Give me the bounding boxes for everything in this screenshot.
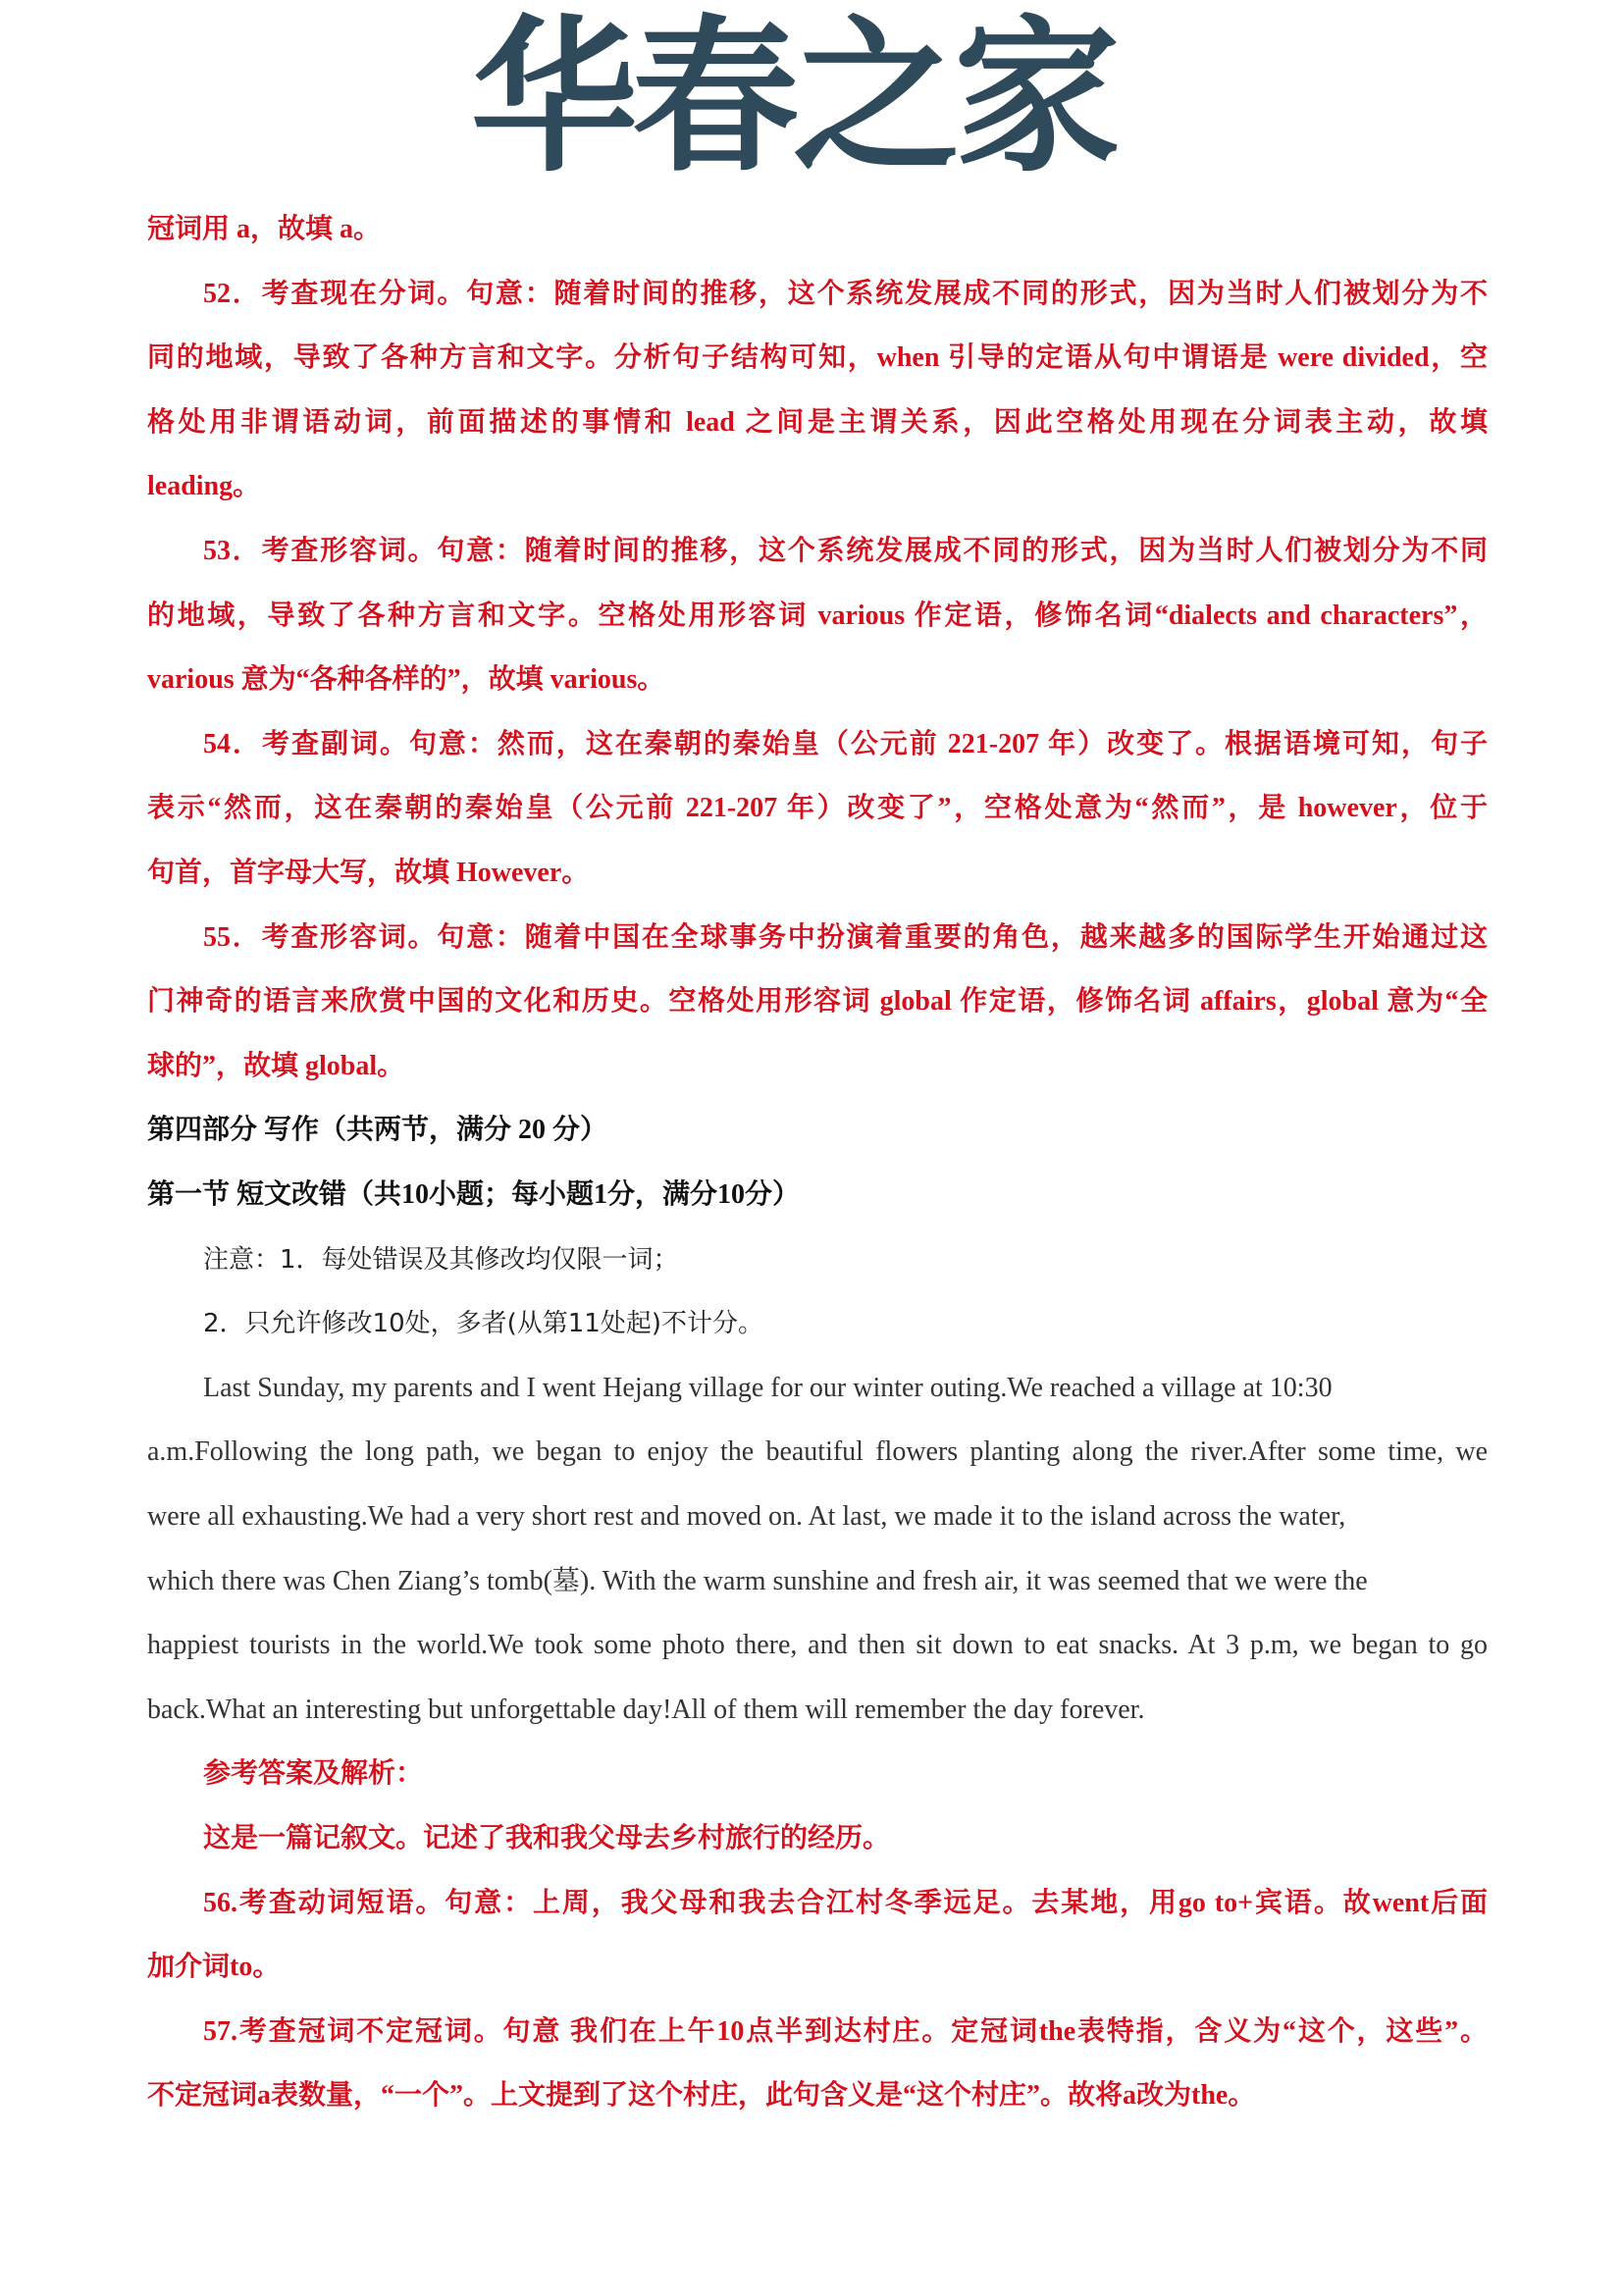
text-line: leading。 (147, 471, 261, 502)
text-line: 加介词to。 (147, 1952, 281, 1983)
passage-line: which there was Chen Ziang’s tomb(墓). With the warm sunshine and fresh air, it was seemed that we were the (147, 1565, 1368, 1596)
text-line: 的地域，导致了各种方言和文字。空格处用形容词 various 作定语，修饰名词“dialects and characters”， (147, 600, 1488, 631)
text-line: 52．考查现在分词。句意：随着时间的推移，这个系统发展成不同的形式，因为当时人们被划分为不 (203, 278, 1488, 309)
text-line: various 意为“各种各样的”，故填 various。 (147, 664, 665, 696)
watermark-logo: 华春之家 (471, 1, 1116, 195)
text-line: 不定冠词a表数量，“一个”。上文提到了这个村庄，此句含义是“这个村庄”。故将a改为the。 (147, 2080, 1256, 2112)
section-heading: 第四部分 写作（共两节，满分 20 分） (147, 1115, 608, 1146)
text-line: 2．只允许修改10处，多者(从第11处起)不计分。 (203, 1309, 763, 1339)
text-line: 球的”，故填 global。 (147, 1050, 405, 1081)
section-heading: 第一节 短文改错（共10小题；每小题1分，满分10分） (147, 1179, 801, 1210)
text-line: 表示“然而，这在秦朝的秦始皇（公元前 221-207 年）改变了”，空格处意为“然而”，是 however，位于 (147, 793, 1488, 824)
text-line: 57.考查冠词不定冠词。句意 我们在上午10点半到达村庄。定冠词the表特指，含义为“这个，这些”。 (203, 2015, 1488, 2047)
text-line: 同的地域，导致了各种方言和文字。分析句子结构可知，when 引导的定语从句中谓语是 were divided，空 (147, 342, 1488, 374)
text-line: 这是一篇记叙文。记述了我和我父母去乡村旅行的经历。 (203, 1823, 891, 1853)
text-line: 冠词用 a，故填 a。 (147, 214, 382, 244)
text-line: 55．考查形容词。句意：随着中国在全球事务中扮演着重要的角色，越来越多的国际学生开始通过这 (203, 921, 1488, 953)
text-line: 56.考查动词短语。句意：上周，我父母和我去合江村冬季远足。去某地，用go to+宾语。故went后面 (203, 1887, 1488, 1918)
passage-line: happiest tourists in the world.We took some photo there, and then sit down to eat snacks. At 3 p.m, we began to go (147, 1630, 1488, 1661)
text-line: 54．考查副词。句意：然而，这在秦朝的秦始皇（公元前 221-207 年）改变了。根据语境可知，句子 (203, 728, 1488, 759)
passage-line: were all exhausting.We had a very short rest and moved on. At last, we made it to the island across the water, (147, 1501, 1346, 1532)
text-line: 53．考查形容词。句意：随着时间的推移，这个系统发展成不同的形式，因为当时人们被划分为不同 (203, 536, 1488, 566)
text-line: 格处用非谓语动词，前面描述的事情和 lead 之间是主谓关系，因此空格处用现在分词表主动，故填 (147, 406, 1488, 438)
text-line: 句首，首字母大写，故填 However。 (147, 858, 590, 888)
passage-line: a.m.Following the long path, we began to enjoy the beautiful flowers planting along the river.After some time, we (147, 1436, 1488, 1468)
passage-line: Last Sunday, my parents and I went Hejang village for our winter outing.We reached a village at 10:30 (203, 1372, 1333, 1403)
text-line: 参考答案及解析： (203, 1758, 424, 1790)
text-line: 注意：1．每处错误及其修改均仅限一词； (203, 1244, 679, 1275)
text-line: 门神奇的语言来欣赏中国的文化和历史。空格处用形容词 global 作定语，修饰名词 affairs，global 意为“全 (147, 986, 1488, 1018)
passage-line: back.What an interesting but unforgettable day!All of them will remember the day forever. (147, 1694, 1145, 1725)
